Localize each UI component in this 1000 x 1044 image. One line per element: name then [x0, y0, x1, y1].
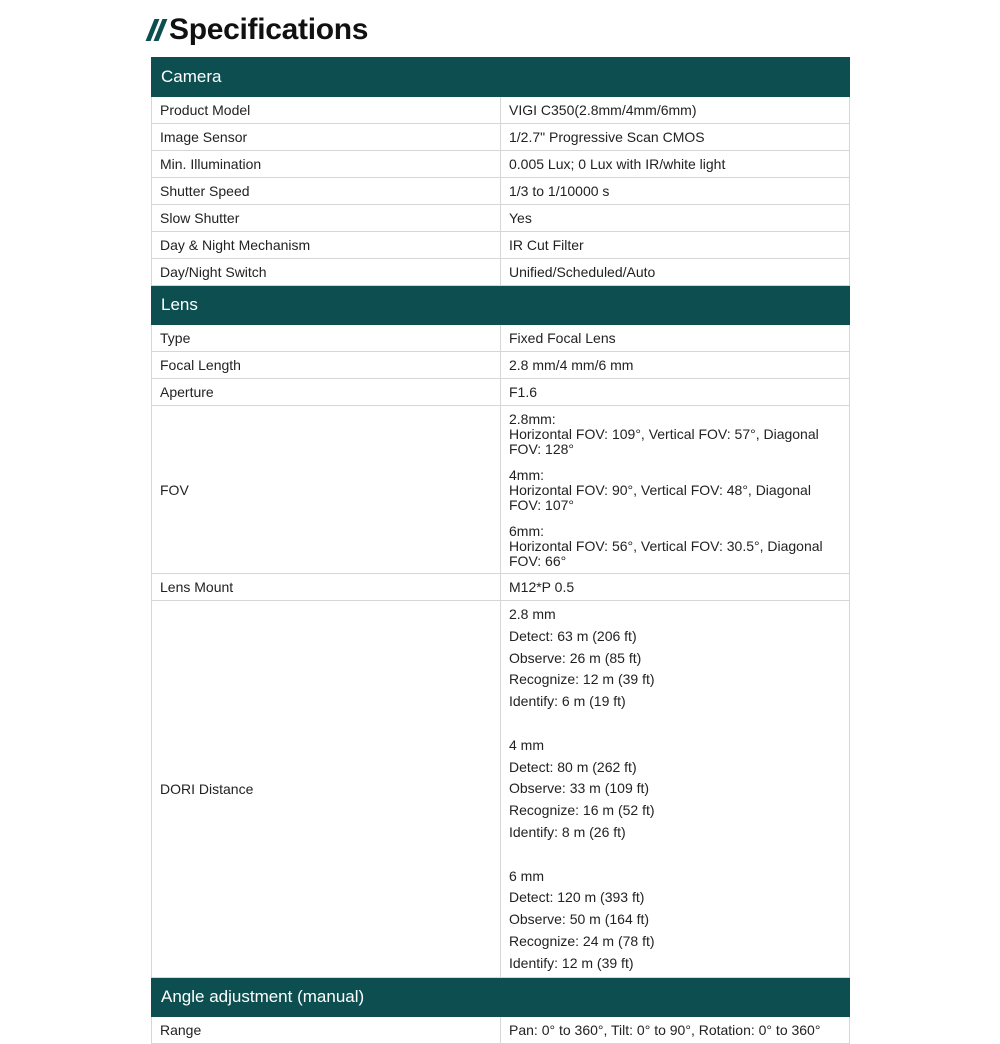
fov-entry	[509, 524, 841, 569]
fov-entry	[509, 468, 841, 513]
row-value: 1/3 to 1/10000 s	[501, 178, 850, 205]
row-value: Pan: 0° to 360°, Tilt: 0° to 90°, Rotation: 0° to 360°	[501, 1016, 850, 1043]
dori-group	[509, 735, 841, 844]
dori-identify: Identify: 8 m (26 ft)	[509, 823, 626, 840]
row-label: Day/Night Switch	[152, 259, 501, 286]
table-row	[152, 379, 850, 406]
section-header-angle	[152, 977, 850, 1016]
dori-observe: Observe: 50 m (164 ft)	[509, 911, 650, 928]
fov-value	[501, 406, 850, 574]
dori-group	[509, 866, 841, 975]
row-label: Lens Mount	[152, 574, 501, 601]
dori-recognize: Recognize: 24 m (78 ft)	[509, 932, 655, 949]
table-row	[152, 1016, 850, 1043]
fov-detail: Horizontal FOV: 109°, Vertical FOV: 57°, Diagonal FOV: 128°	[509, 426, 819, 457]
section-title: Lens	[152, 286, 850, 325]
dori-recognize: Recognize: 12 m (39 ft)	[509, 671, 655, 688]
dori-observe: Observe: 26 m (85 ft)	[509, 649, 642, 666]
dori-identify: Identify: 6 m (19 ft)	[509, 693, 626, 710]
dori-detect: Detect: 63 m (206 ft)	[509, 627, 637, 644]
table-row-fov	[152, 406, 850, 574]
row-value: IR Cut Filter	[501, 232, 850, 259]
dori-observe: Observe: 33 m (109 ft)	[509, 780, 650, 797]
dori-detect: Detect: 80 m (262 ft)	[509, 758, 637, 775]
table-row	[152, 124, 850, 151]
table-row	[152, 97, 850, 124]
row-value: Yes	[501, 205, 850, 232]
dori-lens: 2.8 mm	[509, 606, 556, 622]
table-row	[152, 151, 850, 178]
row-label: Min. Illumination	[152, 151, 501, 178]
row-label: Aperture	[152, 379, 501, 406]
dori-group	[509, 604, 841, 713]
table-row	[152, 259, 850, 286]
row-label: FOV	[152, 406, 501, 574]
row-value: 2.8 mm/4 mm/6 mm	[501, 352, 850, 379]
row-label: Range	[152, 1016, 501, 1043]
section-header-camera	[152, 58, 850, 97]
page-title	[150, 12, 368, 48]
row-label: Focal Length	[152, 352, 501, 379]
table-row	[152, 574, 850, 601]
section-title: Camera	[152, 58, 850, 97]
row-value: VIGI C350(2.8mm/4mm/6mm)	[501, 97, 850, 124]
dori-recognize: Recognize: 16 m (52 ft)	[509, 802, 655, 819]
table-row	[152, 178, 850, 205]
table-row	[152, 232, 850, 259]
title-slash-icon	[150, 19, 163, 41]
section-title: Angle adjustment (manual)	[152, 977, 850, 1016]
row-value: 1/2.7" Progressive Scan CMOS	[501, 124, 850, 151]
row-value: Unified/Scheduled/Auto	[501, 259, 850, 286]
fov-entry	[509, 412, 841, 457]
section-header-lens	[152, 286, 850, 325]
table-row	[152, 205, 850, 232]
table-row	[152, 325, 850, 352]
fov-detail: Horizontal FOV: 90°, Vertical FOV: 48°, Diagonal FOV: 107°	[509, 482, 811, 513]
row-label: Type	[152, 325, 501, 352]
fov-detail: Horizontal FOV: 56°, Vertical FOV: 30.5°, Diagonal FOV: 66°	[509, 538, 823, 569]
row-label: Image Sensor	[152, 124, 501, 151]
row-label: Shutter Speed	[152, 178, 501, 205]
dori-detect: Detect: 120 m (393 ft)	[509, 889, 645, 906]
dori-lens: 6 mm	[509, 867, 544, 884]
row-label: Slow Shutter	[152, 205, 501, 232]
table-row	[152, 352, 850, 379]
dori-lens: 4 mm	[509, 736, 544, 753]
row-value: Fixed Focal Lens	[501, 325, 850, 352]
fov-lens: 4mm:	[509, 467, 544, 483]
dori-identify: Identify: 12 m (39 ft)	[509, 954, 634, 971]
spec-table	[151, 57, 850, 1044]
table-row-dori	[152, 601, 850, 978]
row-value: F1.6	[501, 379, 850, 406]
fov-lens: 2.8mm:	[509, 411, 556, 427]
row-value: 0.005 Lux; 0 Lux with IR/white light	[501, 151, 850, 178]
page-title-text: Specifications	[169, 13, 369, 46]
row-label: Product Model	[152, 97, 501, 124]
dori-value	[501, 601, 850, 978]
row-value: M12*P 0.5	[501, 574, 850, 601]
fov-lens: 6mm:	[509, 523, 544, 539]
row-label: Day & Night Mechanism	[152, 232, 501, 259]
row-label: DORI Distance	[152, 601, 501, 978]
